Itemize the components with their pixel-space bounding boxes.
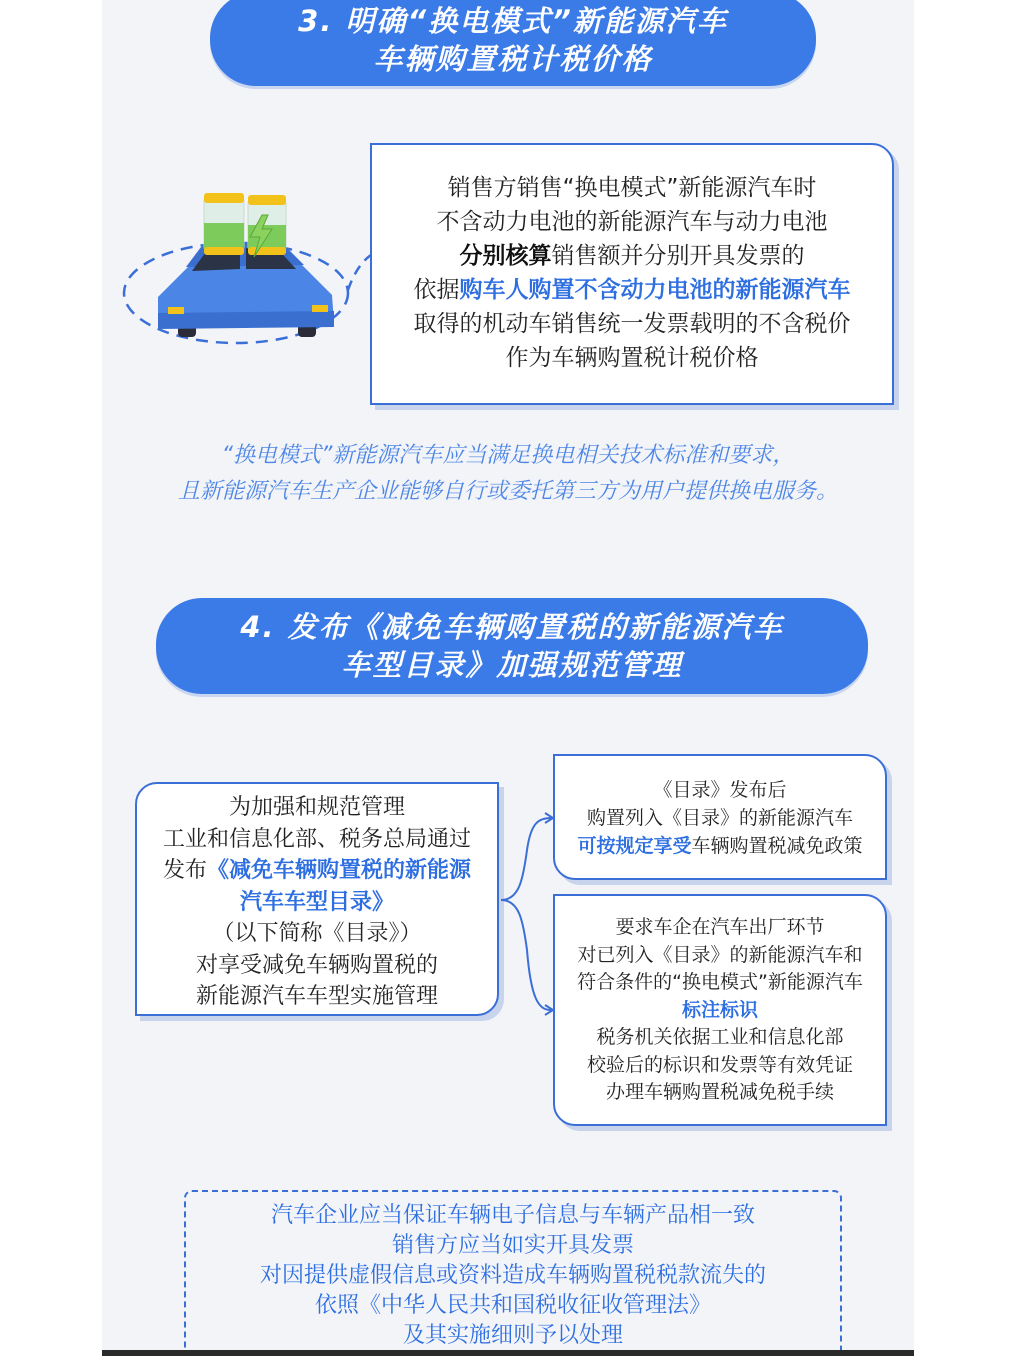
section3-title-line2: 车辆购置税计税价格 xyxy=(373,42,653,76)
bottom-edge-bar xyxy=(102,1350,914,1356)
branch-connector xyxy=(499,810,559,1020)
footer-text xyxy=(184,1201,842,1351)
s4-rt-highlight: 可按规定享受 xyxy=(577,835,692,857)
s3-line2: 不含动力电池的新能源汽车与动力电池 xyxy=(436,209,828,235)
s4-left-line2: 工业和信息化部、税务总局通过 xyxy=(162,826,471,852)
s4-rt-line1: 《目录》发布后 xyxy=(653,779,787,801)
s3-note-line2: 且新能源汽车生产企业能够自行或委托第三方为用户提供换电服务。 xyxy=(177,479,838,504)
s4-rb-line2: 对已列入《目录》的新能源汽车和 xyxy=(577,943,863,966)
infographic-panel xyxy=(102,0,914,1356)
s3-line6: 作为车辆购置税计税价格 xyxy=(505,345,759,371)
section3-note xyxy=(102,438,914,510)
footer-line2: 销售方应当如实开具发票 xyxy=(391,1233,634,1258)
s4-rb-line6: 校验后的标识和发票等有效凭证 xyxy=(586,1053,853,1076)
section3-title xyxy=(210,0,816,86)
car-battery-illustration xyxy=(120,185,370,365)
s3-line1: 销售方销售“换电模式”新能源汽车时 xyxy=(447,175,817,201)
section4-title-line1: 4. 发布《减免车辆购置税的新能源汽车 xyxy=(240,610,784,644)
footer-line1: 汽车企业应当保证车辆电子信息与车辆产品相一致 xyxy=(270,1203,755,1228)
s4-left-line1: 为加强和规范管理 xyxy=(228,795,405,820)
s4-left-highlight1: 《减免车辆购置税的新能源 xyxy=(207,858,472,883)
s4-rb-line1: 要求车企在汽车出厂环节 xyxy=(615,916,825,938)
footer-line5: 及其实施细则予以处理 xyxy=(402,1323,623,1348)
section3-info-box xyxy=(370,143,894,405)
s4-left-line6: 对享受减免车辆购置税的 xyxy=(195,952,438,978)
s4-rt-line2: 购置列入《目录》的新能源汽车 xyxy=(586,807,853,829)
s4-left-line5: （以下简称《目录》） xyxy=(212,921,422,946)
s3-line4 xyxy=(372,273,892,307)
s3-line5: 取得的机动车销售统一发票载明的不含税价 xyxy=(413,311,851,337)
s4-rt-line3 xyxy=(555,832,885,860)
s3-line4-prefix: 依据 xyxy=(413,277,460,303)
s4-rb-line7: 办理车辆购置税减免税手续 xyxy=(605,1081,834,1103)
s4-left-line3-prefix: 发布 xyxy=(162,858,207,883)
section3-title-line1: 3. 明确“换电模式”新能源汽车 xyxy=(298,4,728,38)
s4-rb-line3: 符合条件的“换电模式”新能源汽车 xyxy=(577,971,863,993)
section4-left-box xyxy=(135,782,499,1016)
s4-rt-line3-rest: 车辆购置税减免政策 xyxy=(691,835,863,857)
s3-note-line1: “换电模式”新能源汽车应当满足换电相关技术标准和要求， xyxy=(221,443,795,468)
section4-right-bottom-box xyxy=(553,894,887,1126)
s3-line3 xyxy=(372,239,892,273)
s3-bold-term: 分别核算 xyxy=(459,243,552,269)
footer-line4: 依照《中华人民共和国税收征收管理法》 xyxy=(314,1293,711,1318)
s4-left-highlight2: 汽车车型目录》 xyxy=(239,889,394,915)
s4-rb-line5: 税务机关依据工业和信息化部 xyxy=(596,1026,844,1048)
section4-title xyxy=(156,598,868,694)
s4-rb-highlight: 标注标识 xyxy=(681,998,758,1021)
s3-highlight: 购车人购置不含动力电池的新能源汽车 xyxy=(459,277,851,303)
s4-left-line3 xyxy=(137,855,497,887)
s3-line3-rest: 销售额并分别开具发票的 xyxy=(551,243,805,269)
section4-title-line2: 车型目录》加强规范管理 xyxy=(341,648,683,682)
s4-left-line7: 新能源汽车车型实施管理 xyxy=(195,984,438,1009)
section4-right-top-box xyxy=(553,754,887,880)
footer-line3: 对因提供虚假信息或资料造成车辆购置税税款流失的 xyxy=(259,1263,766,1288)
